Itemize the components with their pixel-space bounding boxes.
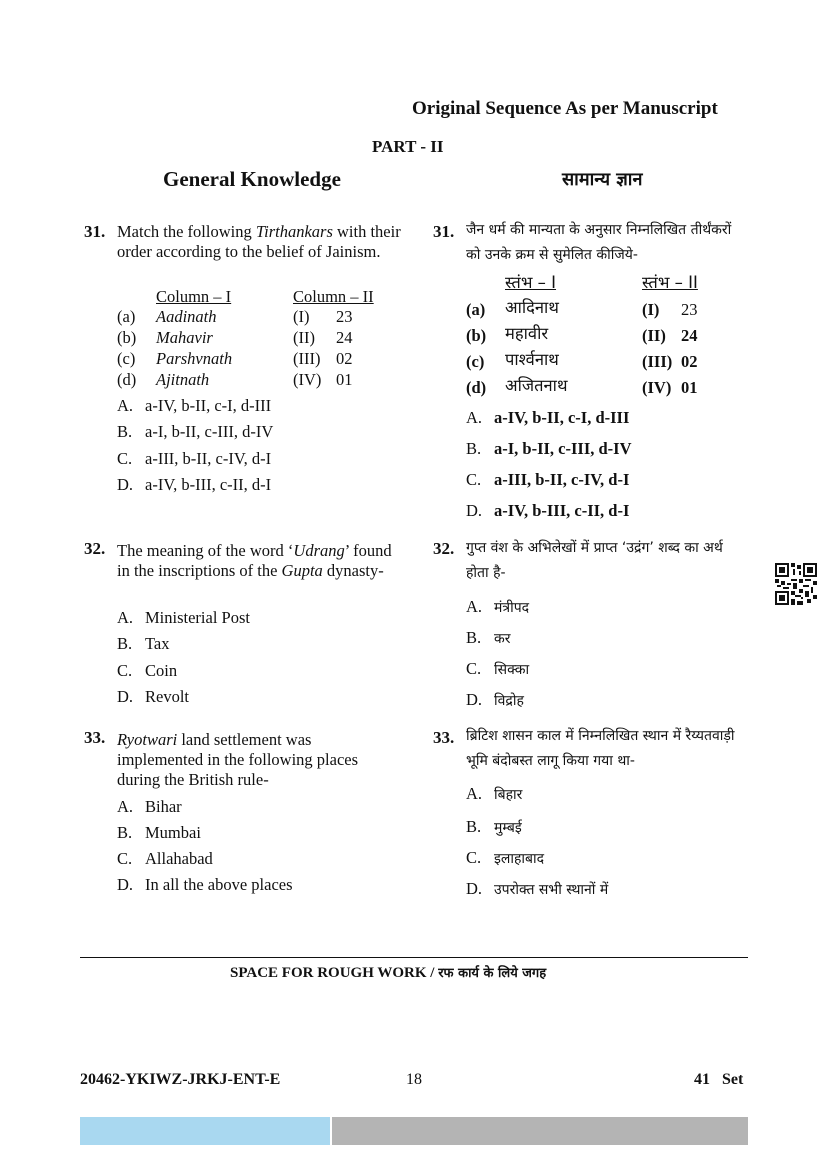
subject-title-hindi: सामान्य ज्ञान	[562, 169, 643, 190]
match-row-key: (d)	[466, 378, 487, 397]
option-a[interactable]: A. मंत्रीपद	[466, 597, 530, 616]
part-heading: PART - II	[372, 137, 444, 156]
column-2-header: स्तंभ – II	[642, 273, 698, 292]
match-row-name: Ajitnath	[156, 370, 210, 389]
question-text: The meaning of the word ‘Udrang’ found in the inscriptions of the Gupta dynasty-	[117, 541, 392, 580]
question-31-hindi	[433, 222, 753, 522]
option-d[interactable]: D. a-IV, b-III, c-II, d-I	[466, 501, 630, 520]
qr-code-icon	[775, 563, 817, 605]
match-row-key: (a)	[117, 307, 136, 326]
match-row-value: 01	[336, 370, 353, 389]
question-32-hindi	[433, 539, 753, 719]
match-row-numkey: (IV)	[293, 370, 322, 389]
question-number: 33.	[84, 728, 106, 747]
question-text: Ryotwari land settlement was implemented in the following places during the British rule-	[117, 730, 359, 789]
option-d[interactable]: D. a-IV, b-III, c-II, d-I	[117, 475, 272, 494]
match-row-name: Aadinath	[156, 307, 217, 326]
question-number: 31.	[84, 222, 106, 241]
paper-code: 20462-YKIWZ-JRKJ-ENT-E	[80, 1071, 281, 1088]
option-d[interactable]: D. In all the above places	[117, 875, 293, 894]
option-d[interactable]: D. Revolt	[117, 687, 189, 706]
match-row-value: 23	[681, 300, 698, 319]
option-b[interactable]: B. Mumbai	[117, 823, 201, 842]
match-row-name: Parshvnath	[156, 349, 233, 368]
match-row-key: (b)	[117, 328, 137, 347]
match-row-numkey: (I)	[642, 300, 660, 319]
option-d[interactable]: D. उपरोक्त सभी स्थानों में	[466, 879, 609, 898]
match-row-key: (d)	[117, 370, 137, 389]
option-a[interactable]: A. a-IV, b-II, c-I, d-III	[466, 408, 630, 427]
match-row-numkey: (II)	[642, 326, 666, 345]
set-label: 41 Set	[694, 1071, 744, 1088]
match-row-value: 24	[336, 328, 353, 347]
question-text: Match the following Tirthankars with their order according to the belief of Jainism.	[117, 222, 401, 261]
match-row-key: (a)	[466, 300, 486, 319]
match-row-name: पार्श्वनाथ	[505, 350, 559, 369]
question-number: 31.	[433, 222, 455, 241]
subject-title-english: General Knowledge	[163, 167, 341, 191]
option-c[interactable]: C. Coin	[117, 661, 178, 680]
option-d[interactable]: D. विद्रोह	[466, 690, 524, 709]
question-number: 33.	[433, 728, 455, 747]
option-a[interactable]: A. Bihar	[117, 797, 182, 816]
question-text: जैन धर्म की मान्यता के अनुसार निम्नलिखित तीर्थंकरों को उनके क्रम से सुमेलित कीजिये-	[466, 222, 732, 263]
match-row-value: 24	[681, 326, 698, 345]
question-number: 32.	[433, 539, 455, 558]
option-c[interactable]: C. Allahabad	[117, 849, 213, 868]
match-row-value: 02	[336, 349, 353, 368]
option-a[interactable]: A. a-IV, b-II, c-I, d-III	[117, 396, 272, 415]
option-a[interactable]: A. Ministerial Post	[117, 608, 250, 627]
column-1-header: स्तंभ – I	[505, 273, 557, 292]
match-row-value: 23	[336, 307, 353, 326]
option-b[interactable]: B. कर	[466, 628, 511, 647]
question-33-english	[84, 728, 404, 908]
option-c[interactable]: C. सिक्का	[466, 659, 530, 678]
match-row-key: (b)	[466, 326, 487, 345]
match-row-name: महावीर	[505, 324, 549, 343]
match-row-numkey: (II)	[293, 328, 315, 347]
column-1-header: Column – I	[156, 287, 232, 306]
match-row-key: (c)	[466, 352, 485, 371]
sequence-heading: Original Sequence As per Manuscript	[412, 98, 718, 119]
match-row-numkey: (III)	[642, 352, 673, 371]
separator-line	[80, 957, 748, 958]
question-31-english	[84, 222, 404, 502]
match-row-value: 02	[681, 352, 698, 371]
rough-work-label: SPACE FOR ROUGH WORK / रफ कार्य के लिये जगह	[230, 965, 547, 981]
question-33-hindi	[433, 728, 753, 908]
match-row-name: अजितनाथ	[505, 376, 568, 395]
match-row-numkey: (III)	[293, 349, 321, 368]
question-text: ब्रिटिश शासन काल में निम्नलिखित स्थान में रैय्यतवाड़ी भूमि बंदोबस्त लागू किया गया था-	[466, 728, 735, 769]
match-row-key: (c)	[117, 349, 136, 368]
match-row-name: आदिनाथ	[505, 298, 559, 317]
match-row-value: 01	[681, 378, 698, 397]
match-row-name: Mahavir	[156, 328, 213, 347]
question-32-english	[84, 539, 404, 719]
option-c[interactable]: C. a-III, b-II, c-IV, d-I	[466, 470, 630, 489]
footer-color-bar-blue	[80, 1117, 330, 1145]
option-b[interactable]: B. मुम्बई	[466, 817, 522, 836]
match-row-numkey: (I)	[293, 307, 310, 326]
option-a[interactable]: A. बिहार	[466, 784, 523, 803]
match-row-numkey: (IV)	[642, 378, 672, 397]
option-b[interactable]: B. a-I, b-II, c-III, d-IV	[466, 439, 632, 458]
option-b[interactable]: B. Tax	[117, 634, 170, 653]
option-b[interactable]: B. a-I, b-II, c-III, d-IV	[117, 422, 274, 441]
footer-color-bar-gray	[332, 1117, 748, 1145]
question-number: 32.	[84, 539, 106, 558]
question-text: गुप्त वंश के अभिलेखों में प्राप्त ‘उद्रंग’ शब्द का अर्थ होता है-	[466, 540, 723, 581]
option-c[interactable]: C. a-III, b-II, c-IV, d-I	[117, 449, 272, 468]
column-2-header: Column – II	[293, 287, 374, 306]
option-c[interactable]: C. इलाहाबाद	[466, 848, 545, 867]
page-number: 18	[406, 1071, 422, 1088]
